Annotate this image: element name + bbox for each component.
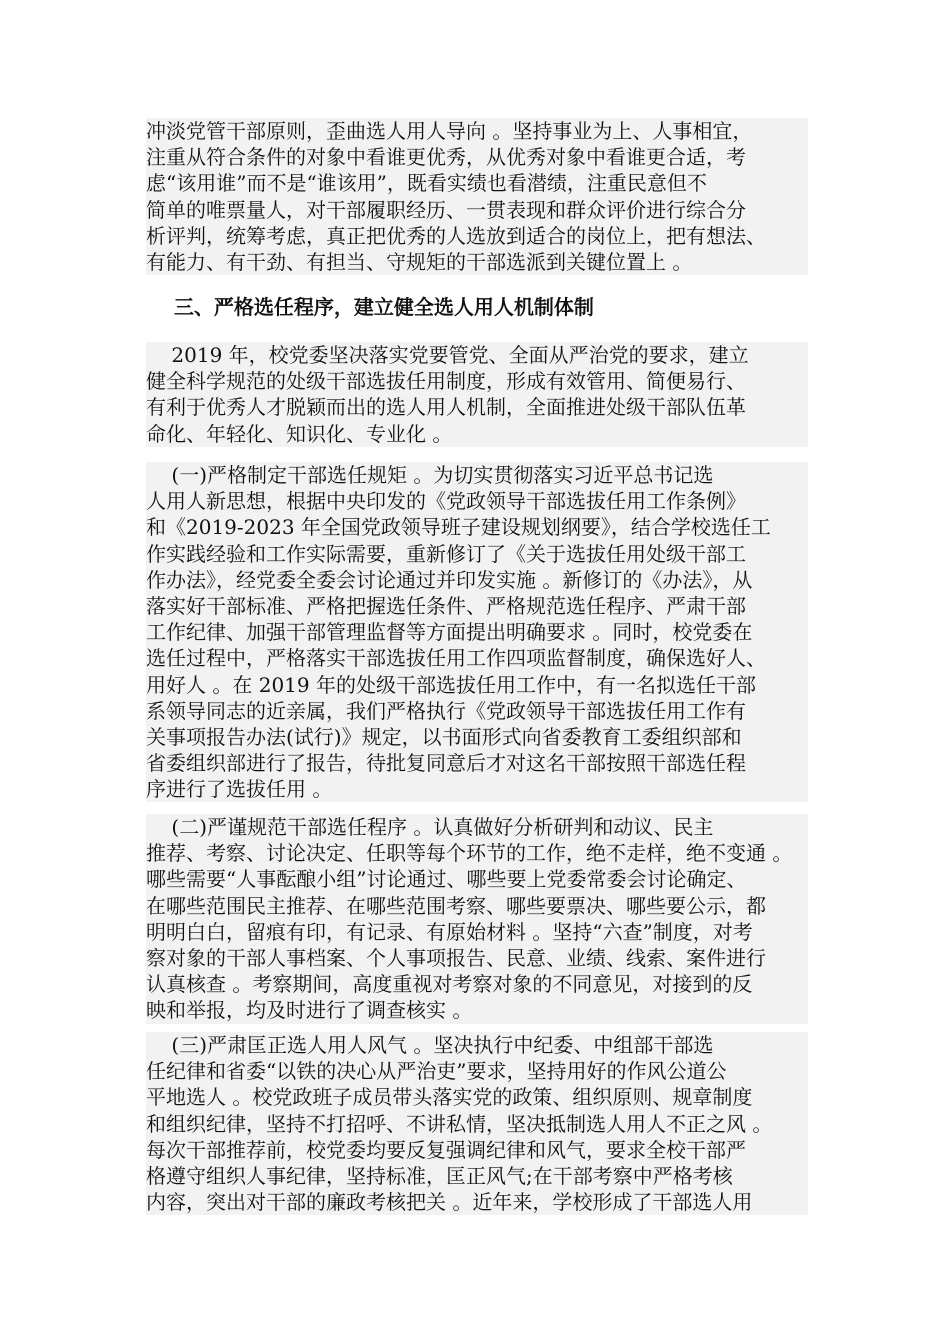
text-line: 在哪些范围民主推荐、在哪些范围考察、哪些要票决、哪些要公示，都 [146,893,808,919]
text-line: 明明白白，留痕有印，有记录、有原始材料 。坚持“六查”制度，对考 [146,919,808,945]
text-line: 落实好干部标准、严格把握选任条件、严格规范选任程序、严肃干部 [146,593,808,619]
text-line: 和组织纪律，坚持不打招呼、不讲私情，坚决抵制选人用人不正之风 。 [146,1111,808,1137]
text-line: 序进行了选拔任用 。 [146,776,808,802]
heading-text: 三、严格选任程序，建立健全选人用人机制体制 [146,295,594,319]
text-line: 格遵守组织人事纪律，坚持标准，匡正风气;在干部考察中严格考核 [146,1163,808,1189]
text-line: 冲淡党管干部原则，歪曲选人用人导向 。坚持事业为上、人事相宜， [146,118,808,144]
section-heading [146,294,808,320]
text-line: 关事项报告办法(试行)》规定，以书面形式向省委教育工委组织部和 [146,724,808,750]
text-line: (三)严肃匡正选人用人风气 。坚决执行中纪委、中组部干部选 [146,1032,808,1058]
paragraph-2 [146,342,808,447]
paragraph-3 [146,462,808,802]
text-line: 推荐、考察、讨论决定、任职等每个环节的工作，绝不走样，绝不变通 。 [146,840,808,866]
text-line: 用好人 。在 2019 年的处级干部选拔任用工作中，有一名拟选任干部 [146,672,808,698]
text-line: 有利于优秀人才脱颖而出的选人用人机制，全面推进处级干部队伍革 [146,394,808,420]
text-line: 映和举报，均及时进行了调查核实 。 [146,997,808,1023]
text-line: 平地选人 。校党政班子成员带头落实党的政策、组织原则、规章制度 [146,1084,808,1110]
text-line: 认真核查 。考察期间，高度重视对考察对象的不同意见，对接到的反 [146,971,808,997]
text-line: (二)严谨规范干部选任程序 。认真做好分析研判和动议、民主 [146,814,808,840]
text-line: 选任过程中，严格落实干部选拔任用工作四项监督制度，确保选好人、 [146,645,808,671]
text-line: 注重从符合条件的对象中看谁更优秀，从优秀对象中看谁更合适，考 [146,144,808,170]
text-line: 内容，突出对干部的廉政考核把关 。近年来，学校形成了干部选人用 [146,1189,808,1215]
text-line: 工作纪律、加强干部管理监督等方面提出明确要求 。同时，校党委在 [146,619,808,645]
text-line: 析评判，统筹考虑，真正把优秀的人选放到适合的岗位上，把有想法、 [146,223,808,249]
text-line: 和《2019-2023 年全国党政领导班子建设规划纲要》，结合学校选任工 [146,514,808,540]
text-line: 作办法》，经党委全委会讨论通过并印发实施 。新修订的《办法》，从 [146,567,808,593]
text-line: 省委组织部进行了报告，待批复同意后才对这名干部按照干部选任程 [146,750,808,776]
text-line: 有能力、有干劲、有担当、守规矩的干部选派到关键位置上 。 [146,249,808,275]
text-line: 任纪律和省委“以铁的决心从严治吏”要求，坚持用好的作风公道公 [146,1058,808,1084]
text-line: 系领导同志的近亲属，我们严格执行《党政领导干部选拔任用工作有 [146,698,808,724]
text-line: 命化、年轻化、知识化、专业化 。 [146,421,808,447]
text-line: 察对象的干部人事档案、个人事项报告、民意、业绩、线索、案件进行 [146,945,808,971]
text-line: 哪些需要“人事酝酿小组”讨论通过、哪些要上党委常委会讨论确定、 [146,866,808,892]
paragraph-5 [146,1032,808,1215]
text-line: 人用人新思想，根据中央印发的《党政领导干部选拔任用工作条例》 [146,488,808,514]
text-line: 虑“该用谁”而不是“谁该用”，既看实绩也看潜绩，注重民意但不 [146,170,808,196]
paragraph-4 [146,814,808,1024]
text-line: (一)严格制定干部选任规矩 。为切实贯彻落实习近平总书记选 [146,462,808,488]
text-line: 每次干部推荐前，校党委均要反复强调纪律和风气，要求全校干部严 [146,1137,808,1163]
paragraph-1 [146,118,808,275]
text-line: 2019 年，校党委坚决落实党要管党、全面从严治党的要求，建立 [146,342,808,368]
text-line: 简单的唯票量人，对干部履职经历、一贯表现和群众评价进行综合分 [146,197,808,223]
text-line: 作实践经验和工作实际需要，重新修订了《关于选拔任用处级干部工 [146,541,808,567]
text-line: 健全科学规范的处级干部选拔任用制度，形成有效管用、简便易行、 [146,368,808,394]
